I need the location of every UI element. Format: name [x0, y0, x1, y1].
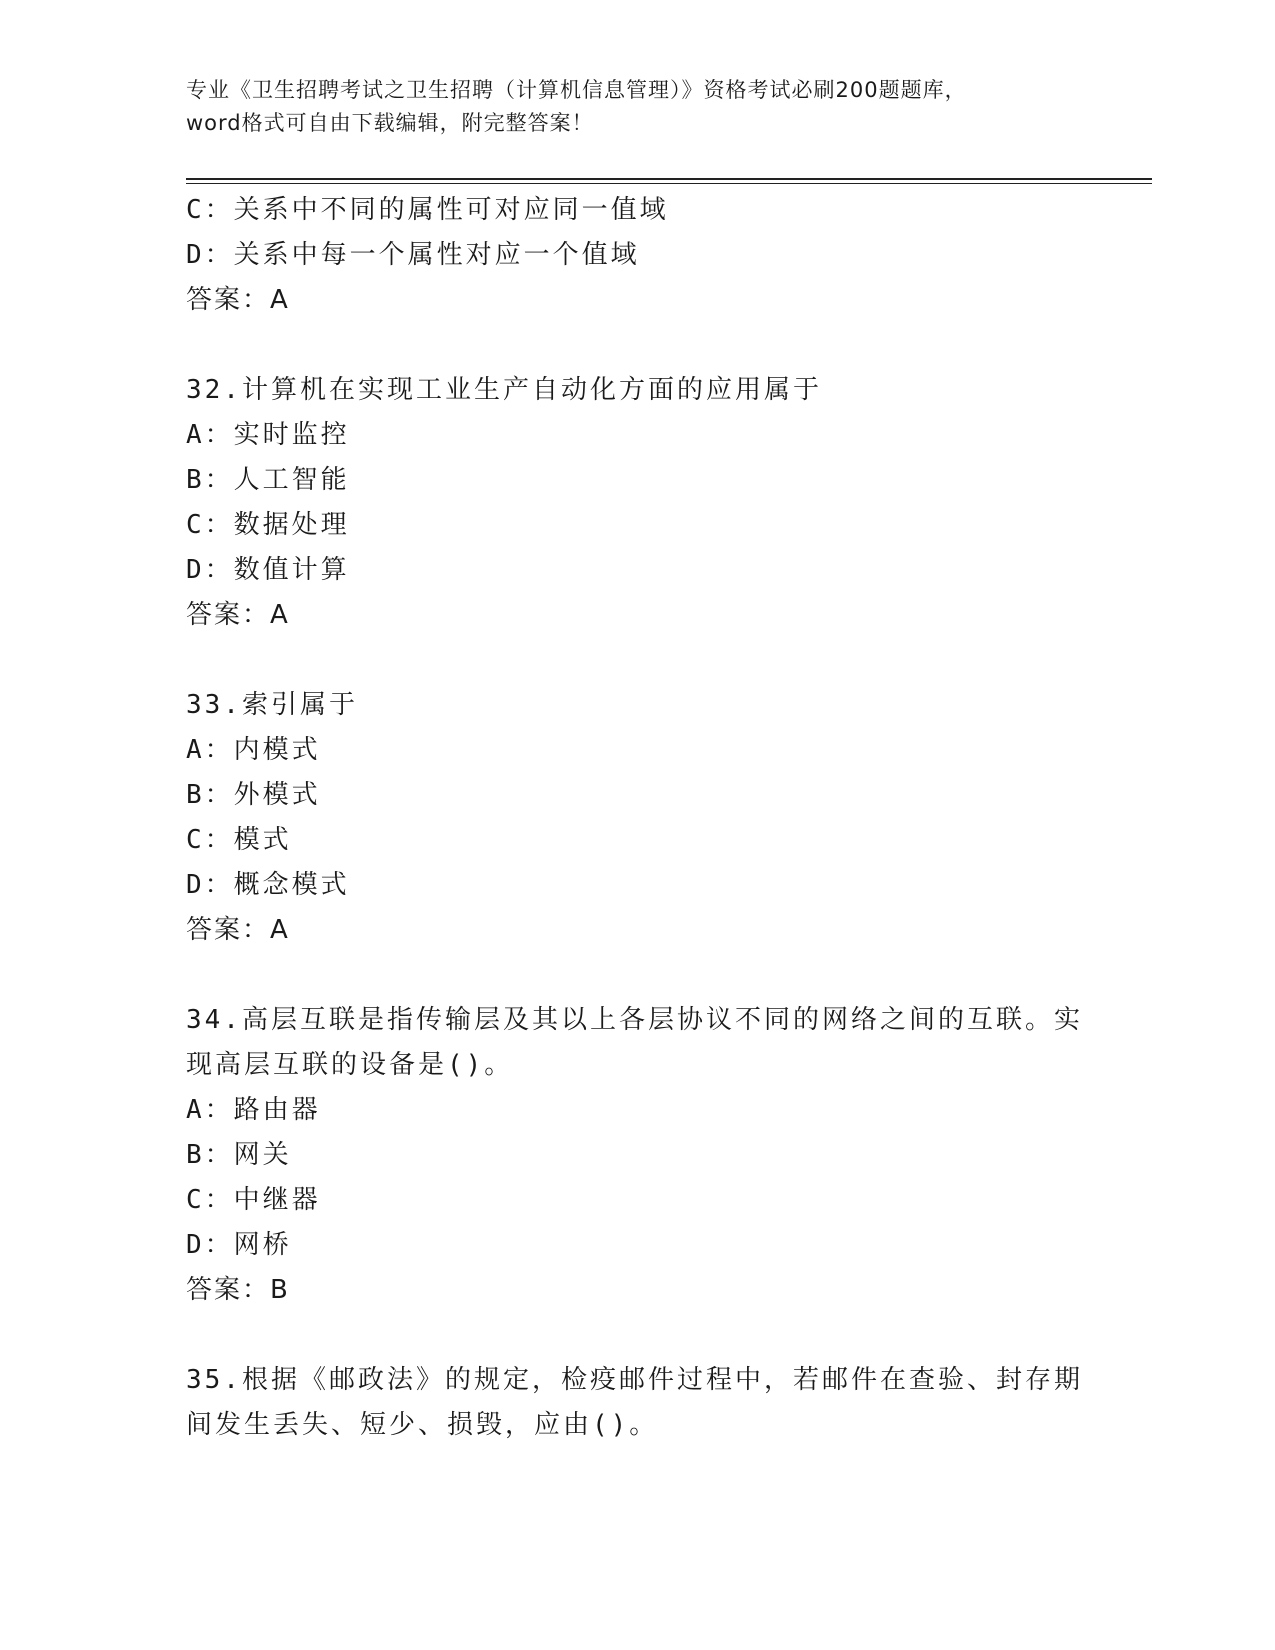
question-stem-continued: 现高层互联的设备是()。 [186, 1050, 514, 1080]
option-d: D：数值计算 [186, 555, 350, 585]
spacer [186, 323, 1086, 368]
option-c: C：关系中不同的属性可对应同一值域 [186, 195, 669, 225]
option-a: A：路由器 [186, 1095, 321, 1125]
option-c: C：中继器 [186, 1185, 321, 1215]
header-line-2: word格式可自由下载编辑，附完整答案！ [186, 111, 594, 135]
option-a: A：内模式 [186, 735, 321, 765]
page-header [186, 74, 1066, 140]
question-stem-continued: 间发生丢失、短少、损毁，应由()。 [186, 1410, 659, 1440]
header-divider [186, 178, 1152, 184]
answer: 答案：B [186, 1275, 290, 1305]
option-d: D：概念模式 [186, 870, 350, 900]
option-a: A：实时监控 [186, 420, 350, 450]
option-b: B：外模式 [186, 780, 321, 810]
question-stem: 33.索引属于 [186, 690, 358, 720]
answer: 答案：A [186, 600, 290, 630]
answer: 答案：A [186, 915, 290, 945]
question-stem: 32.计算机在实现工业生产自动化方面的应用属于 [186, 375, 822, 405]
option-c: C：数据处理 [186, 510, 350, 540]
option-b: B：网关 [186, 1140, 292, 1170]
question-stem: 34.高层互联是指传输层及其以上各层协议不同的网络之间的互联。实 [186, 1005, 1083, 1035]
spacer [186, 953, 1086, 998]
answer: 答案：A [186, 285, 290, 315]
question-34 [186, 998, 1086, 1313]
option-b: B：人工智能 [186, 465, 350, 495]
question-33 [186, 683, 1086, 953]
question-stem: 35.根据《邮政法》的规定，检疫邮件过程中，若邮件在查验、封存期 [186, 1365, 1083, 1395]
option-d: D：网桥 [186, 1230, 292, 1260]
spacer [186, 1313, 1086, 1358]
question-31-continued [186, 188, 1086, 323]
question-list [186, 188, 1086, 1448]
spacer [186, 638, 1086, 683]
header-line-1: 专业《卫生招聘考试之卫生招聘（计算机信息管理）》资格考试必刷200题题库， [186, 78, 967, 102]
question-32 [186, 368, 1086, 638]
question-35 [186, 1358, 1086, 1448]
option-d: D：关系中每一个属性对应一个值域 [186, 240, 640, 270]
option-c: C：模式 [186, 825, 292, 855]
